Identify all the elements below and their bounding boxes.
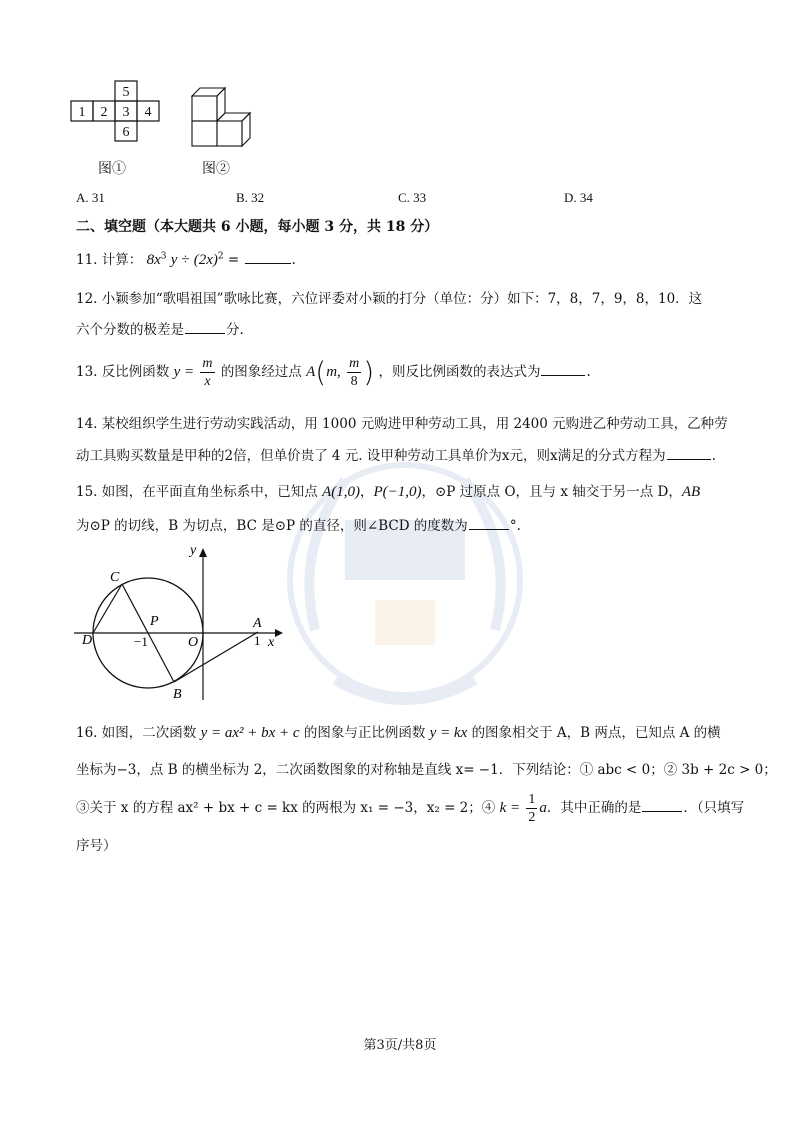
q16-answer-blank (642, 799, 682, 812)
q13-end: . (586, 364, 591, 380)
question-12-line1: 12. 小颖参加“歌唱祖国”歌咏比赛，六位评委对小颖的打分（单位：分）如下：7，8，7，9，8，10．这 (76, 291, 703, 307)
question-15-line2 (76, 514, 736, 534)
q15-text-a: 15. 如图，在平面直角坐标系中，已知点 (76, 484, 318, 500)
q13-suffix: ，则反比例函数的表达式为 (378, 364, 541, 380)
q13-prefix: 13. 反比例函数 (76, 364, 170, 380)
q15-circle-figure (70, 540, 290, 710)
q13-point-label: A (306, 364, 316, 380)
question-16-line1 (76, 721, 736, 742)
q11-expr-c: (2x) (193, 252, 218, 268)
q11-equals: = (227, 252, 240, 268)
q15-text-c: 为⊙P 的切线， (76, 518, 169, 534)
q15-text-f: °. (509, 518, 521, 534)
question-12-line2 (76, 318, 736, 338)
q15-point-p: P(−1,0) (373, 484, 422, 500)
q13-y-eq: y = (173, 364, 195, 380)
q13-answer-blank (541, 363, 585, 376)
q14-text: 动工具购买数量是甲种的2倍，但单价贵了 4 元. 设甲种劳动工具单价为x元，则x满足的分式方程为 (76, 448, 666, 464)
label-o: O (188, 635, 199, 650)
q15-text-d: B 为切点， (168, 518, 237, 534)
q14-end: . (711, 448, 716, 464)
question-11 (76, 248, 736, 269)
q11-answer-blank (245, 251, 291, 264)
question-14-line2 (76, 444, 736, 464)
q16-text-b: 的图象与正比例函数 (303, 725, 426, 741)
q16-func-linear: y = kx (429, 725, 468, 741)
option-a: A. 31 (76, 190, 105, 205)
q16-half-fraction (526, 793, 537, 825)
option-d: D. 34 (564, 190, 593, 205)
q12-answer-blank (185, 321, 225, 334)
q13-point-fraction (347, 357, 361, 389)
label-c: C (110, 570, 120, 585)
label-x: x (268, 635, 275, 650)
net-cell-2: 2 (100, 105, 108, 120)
option-c: C. 33 (398, 190, 427, 205)
q15-ab: AB (681, 484, 701, 500)
question-15-line1: 15. 如图，在平面直角坐标系中，已知点 A(1,0)，P(−1,0)，⊙P 过原点 O，且与 x 轴交于另一点 D，AB (76, 484, 701, 500)
q13-point-den: 8 (350, 373, 358, 389)
question-13: 13. 反比例函数 y = $\frac{m}{x}$ 的图象经过点 A(m, $\frac{m}{8}$ ) ，则反比例函数的表达式为 . (76, 355, 591, 389)
q13-frac-num: m (202, 355, 213, 371)
q16-half-num: 1 (528, 791, 536, 807)
q16-func-quadratic: y = ax² + bx + c (200, 725, 300, 741)
option-b: B. 32 (236, 190, 265, 205)
figure2-caption: 图② (202, 161, 230, 177)
label-minus1: −1 (134, 634, 148, 649)
q16-a-var: a (539, 800, 547, 816)
watermark-logo (275, 430, 535, 720)
label-b: B (173, 687, 182, 702)
q12-text-b: 分. (226, 322, 244, 338)
q11-expr-a: 8x (146, 252, 161, 268)
label-1: 1 (254, 633, 261, 648)
q15-text-e: BC 是⊙P 的直径，则∠BCD 的度数为 (236, 518, 468, 534)
q13-point-num: m (349, 355, 360, 371)
figure1-caption: 图① (98, 161, 126, 177)
net-cell-5: 5 (122, 85, 130, 100)
net-cell-3: 3 (122, 105, 130, 120)
question-16-line2: 坐标为−3，点 B 的横坐标为 2，二次函数图象的对称轴是直线 x= −1．下列结论：① abc < 0；② 3b + 2c > 0； (76, 762, 777, 778)
q16-text-e: ．其中正确的是 (546, 800, 642, 816)
q13-fraction (200, 357, 214, 389)
q13-point-m: m, (326, 364, 341, 380)
q11-exp2: 2 (217, 251, 224, 262)
q16-k-eq: k = (499, 800, 521, 816)
net-cell-4: 4 (144, 105, 152, 120)
question-16-line3 (76, 788, 745, 828)
q16-half-den: 2 (528, 809, 536, 825)
figure2-cube-stack (192, 88, 250, 146)
label-y: y (190, 543, 197, 558)
q12-text-a: 六个分数的极差是 (76, 322, 184, 338)
q11-expr-b: y ÷ (170, 252, 190, 268)
q14-answer-blank (667, 447, 711, 460)
net-cell-1: 1 (78, 105, 86, 120)
page-footer: 第3页/共8页 (363, 1038, 437, 1053)
q11-exp3: 3 (160, 251, 167, 262)
q15-answer-blank (469, 517, 509, 530)
q11-number: 11. 计算： (76, 252, 143, 268)
q13-frac-den: x (204, 373, 211, 389)
q16-text-f: ．（只填写 (683, 800, 745, 816)
net-cell-6: 6 (122, 125, 130, 140)
q15-text-b: ，⊙P 过原点 O，且与 x 轴交于另一点 D， (421, 484, 682, 500)
q15-point-a: A(1,0) (322, 484, 360, 500)
label-a: A (253, 616, 262, 631)
q11-end: . (291, 252, 296, 268)
question-14-line1: 14. 某校组织学生进行劳动实践活动，用 1000 元购进甲种劳动工具，用 2400 元购进乙种劳动工具，乙种劳 (76, 416, 728, 432)
q16-text-d: ③关于 x 的方程 ax² + bx + c = kx 的两根为 x₁ = −3，x₂ = 2；④ (76, 800, 496, 816)
q16-text-c: 的图象相交于 A，B 两点，已知点 A 的横 (471, 725, 721, 741)
q13-mid: 的图象经过点 (220, 364, 302, 380)
question-16-line4: 序号） (76, 838, 117, 854)
label-p: P (150, 614, 159, 629)
q16-text-a: 16. 如图，二次函数 (76, 725, 197, 741)
label-d: D (82, 633, 93, 648)
section-heading: 二、填空题（本大题共 6 小题，每小题 3 分，共 18 分） (76, 219, 439, 235)
